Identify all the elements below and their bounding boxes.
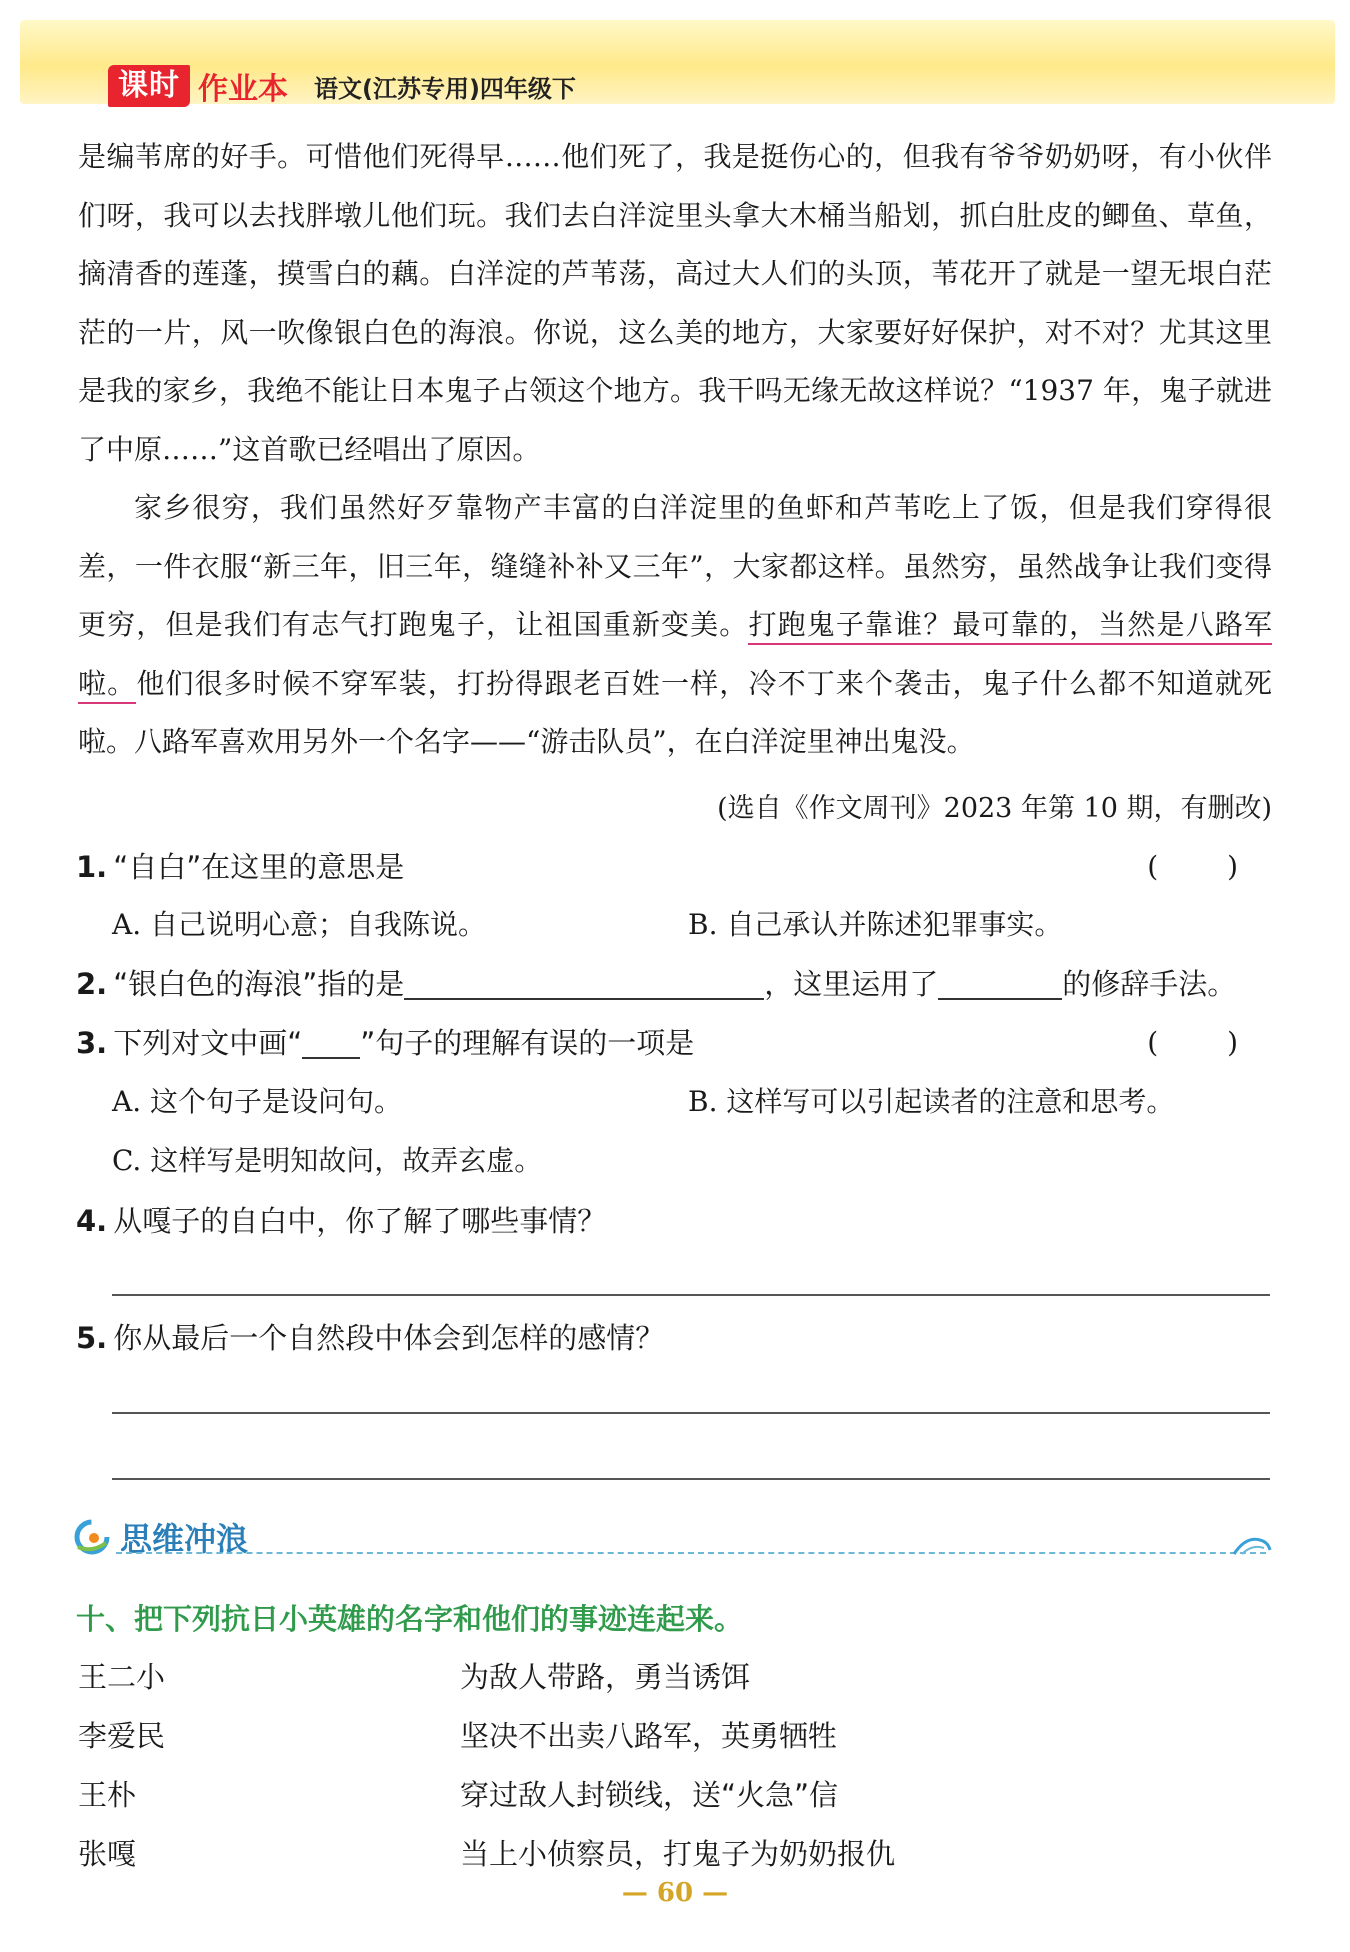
question-3	[76, 1014, 694, 1072]
question-text: 你从最后一个自然段中体会到怎样的感情？	[113, 1321, 665, 1355]
question-text: “自白”在这里的意思是	[113, 850, 405, 884]
answer-line[interactable]	[112, 1294, 1270, 1296]
answer-paren[interactable]: ( )	[1147, 850, 1268, 883]
fill-blank[interactable]	[938, 970, 1062, 1000]
question-text: 下列对文中画“	[113, 1026, 303, 1060]
question-number: 1.	[76, 850, 108, 884]
section-header	[72, 1512, 1272, 1562]
hero-name[interactable]: 张嘎	[78, 1837, 137, 1871]
source-citation: (选自《作文周刊》2023 年第 10 期，有删改)	[717, 793, 1272, 824]
passage-text: 他们很多时候不穿军装，打扮得跟老百姓一样，冷不丁来个袭击，鬼子什么都不知道就死啦。八路军喜欢用另外一个名字——“游击队员”，在白洋淀里神出鬼没。	[78, 666, 1272, 758]
question-text: ，这里运用了	[764, 967, 939, 1001]
hero-deed[interactable]: 为敌人带路，勇当诱饵	[460, 1660, 751, 1694]
question-number: 2.	[76, 967, 108, 1001]
option-a[interactable]: A. 这个句子是设问句。	[112, 1085, 403, 1118]
option-a[interactable]: A. 自己说明心意；自我陈说。	[112, 908, 487, 941]
page-number: — 60 —	[621, 1878, 729, 1908]
answer-line[interactable]	[112, 1478, 1270, 1480]
brand	[108, 64, 576, 108]
hero-name[interactable]: 李爱民	[78, 1719, 166, 1753]
question-2	[76, 955, 1236, 1013]
hero-deed[interactable]: 穿过敌人封锁线，送“火急”信	[460, 1778, 839, 1812]
answer-line[interactable]	[112, 1412, 1270, 1414]
brand-name: 作业本	[198, 72, 288, 107]
answer-paren[interactable]: ( )	[1147, 1026, 1268, 1059]
passage-paragraph-1: 是编苇席的好手。可惜他们死得早……他们死了，我是挺伤心的，但我有爷爷奶奶呀，有小伙伴们呀，我可以去找胖墩儿他们玩。我们去白洋淀里头拿大木桶当船划，抓白肚皮的鲫鱼、草鱼，摘清香的莲蓬，摸雪白的藕。白洋淀的芦苇荡，高过大人们的头顶，苇花开了就是一望无垠白茫茫的一片，风一吹像银白色的海浪。你说，这么美的地方，大家要好好保护，对不对？尤其这里是我的家乡，我绝不能让日本鬼子占领这个地方。我干吗无缘无故这样说？“1937 年，鬼子就进了中原……”这首歌已经唱出了原因。	[78, 140, 1272, 466]
question-number: 5.	[76, 1321, 108, 1355]
underline-mark	[302, 1029, 360, 1059]
option-c[interactable]: C. 这样写是明知故问，故弄玄虚。	[112, 1144, 543, 1177]
swirl-icon	[72, 1517, 112, 1557]
passage-paragraph-2	[78, 479, 1272, 772]
task-instruction: 十、把下列抗日小英雄的名字和他们的事迹连起来。	[76, 1602, 744, 1636]
fill-blank[interactable]	[404, 970, 764, 1000]
hero-name[interactable]: 王二小	[78, 1660, 166, 1694]
dashed-divider	[116, 1552, 1266, 1554]
question-1	[76, 838, 404, 896]
hero-name[interactable]: 王朴	[78, 1778, 137, 1812]
wave-icon	[1232, 1528, 1272, 1558]
option-b[interactable]: B. 自己承认并陈述犯罪事实。	[688, 908, 1063, 941]
brand-logo: 课时	[108, 65, 190, 107]
question-text: ”句子的理解有误的一项是	[360, 1026, 695, 1060]
question-number: 3.	[76, 1026, 108, 1060]
question-text: 从嘎子的自白中，你了解了哪些事情？	[113, 1204, 607, 1238]
hero-deed[interactable]: 当上小侦察员，打鬼子为奶奶报仇	[460, 1837, 896, 1871]
question-text: “银白色的海浪”指的是	[113, 967, 405, 1001]
hero-deed[interactable]: 坚决不出卖八路军，英勇牺牲	[460, 1719, 838, 1753]
question-5	[76, 1309, 664, 1367]
question-4	[76, 1192, 606, 1250]
question-number: 4.	[76, 1204, 108, 1238]
question-text: 的修辞手法。	[1062, 967, 1237, 1001]
subject-label: 语文(江苏专用)四年级下	[314, 74, 576, 103]
passage-text: 家乡很穷，我们虽然好歹靠物产丰富的白洋淀里的鱼虾和芦苇吃上了饭，但是我们穿得很差，一件衣服“新三年，旧三年，缝缝补补又三年”，大家都这样。虽然穷，虽然战争让我们变得更穷，但是我们有志气打跑鬼子，让祖国重新变美。	[78, 491, 1272, 641]
section-title: 思维冲浪	[120, 1520, 249, 1558]
option-b[interactable]: B. 这样写可以引起读者的注意和思考。	[688, 1085, 1175, 1118]
underlined-sentence: 打跑鬼子靠谁？最可靠的，当然是八路军啦。	[78, 608, 1272, 704]
